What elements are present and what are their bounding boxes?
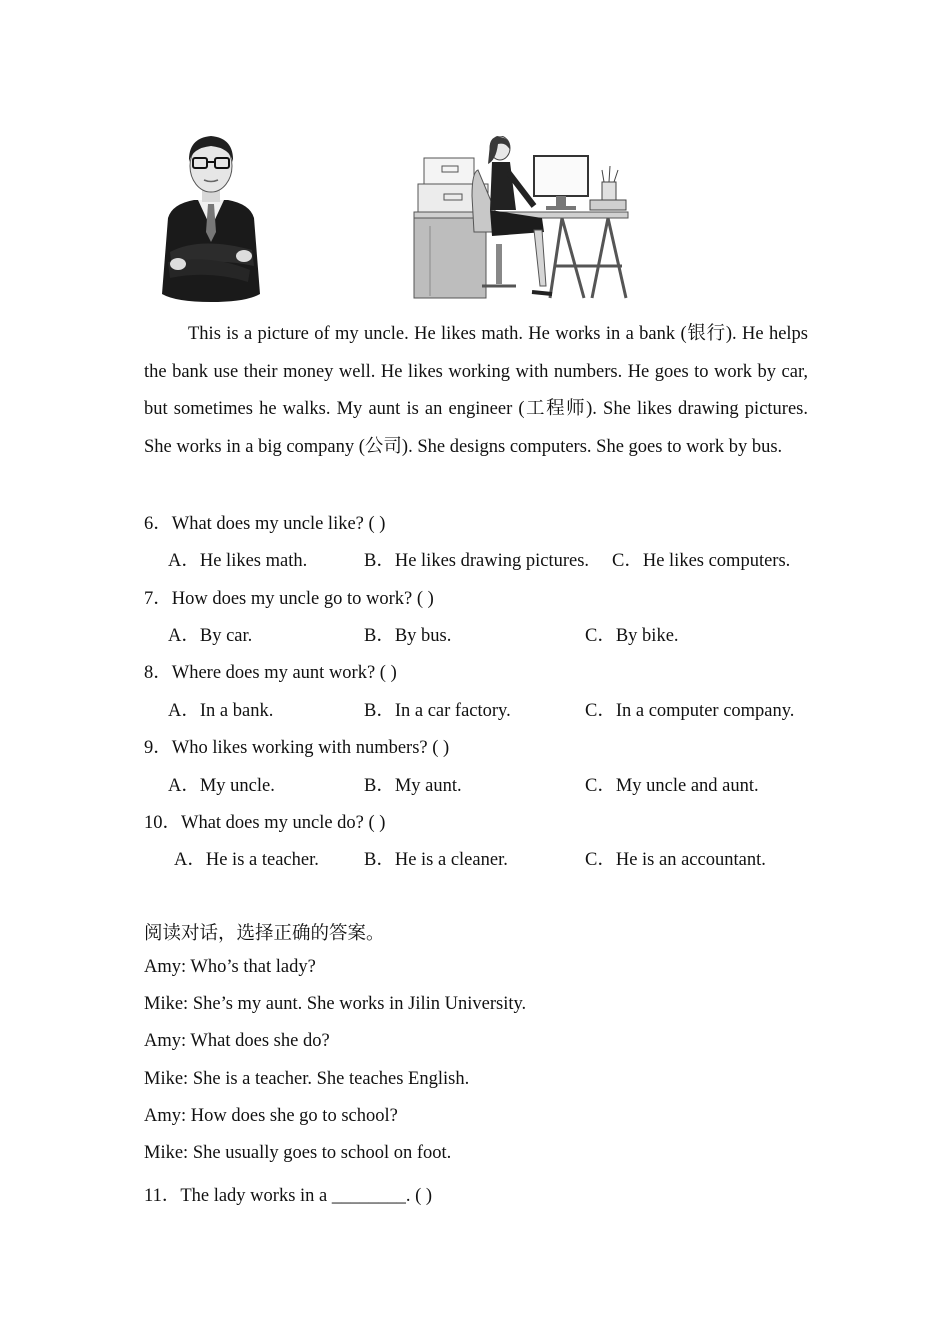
q10-option-b: B．He is a cleaner. bbox=[364, 850, 508, 870]
reading-passage bbox=[144, 316, 808, 466]
q9-option-c: C．My uncle and aunt. bbox=[585, 776, 759, 796]
question-6: 6．What does my uncle like? ( ) bbox=[144, 514, 386, 534]
dialogue-line-4: Mike: She is a teacher. She teaches English. bbox=[144, 1069, 470, 1089]
q7-option-c: C．By bike. bbox=[585, 626, 679, 646]
q6-option-c: C．He likes computers. bbox=[612, 551, 791, 571]
dialogue-line-6: Mike: She usually goes to school on foot. bbox=[144, 1143, 452, 1163]
section-2-instruction: 阅读对话，选择正确的答案。 bbox=[144, 924, 385, 944]
dialogue-line-3: Amy: What does she do? bbox=[144, 1031, 330, 1051]
question-7: 7．How does my uncle go to work? ( ) bbox=[144, 589, 434, 609]
q9-option-a: A．My uncle. bbox=[168, 776, 275, 796]
q8-option-c: C．In a computer company. bbox=[585, 701, 795, 721]
dialogue-line-5: Amy: How does she go to school? bbox=[144, 1106, 398, 1126]
woman-at-computer-desk-illustration bbox=[412, 136, 634, 300]
question-8: 8．Where does my aunt work? ( ) bbox=[144, 663, 397, 683]
q10-option-a: A．He is a teacher. bbox=[174, 850, 319, 870]
q8-option-a: A．In a bank. bbox=[168, 701, 274, 721]
question-10: 10．What does my uncle do? ( ) bbox=[144, 813, 386, 833]
passage-text: This is a picture of my uncle. He likes math. He works in a bank (银行). He helps the bank use their money well. He likes working with numbers. He goes to work by car, but sometimes he walks. My aunt is an engineer (工程师). She likes drawing pictures. She works in a big company (公司). She designs computers. She goes to work by bus. bbox=[144, 324, 808, 457]
dialogue-line-2: Mike: She’s my aunt. She works in Jilin University. bbox=[144, 994, 527, 1014]
q7-option-a: A．By car. bbox=[168, 626, 253, 646]
question-11: 11．The lady works in a ________. ( ) bbox=[144, 1186, 433, 1206]
q8-option-b: B．In a car factory. bbox=[364, 701, 511, 721]
q6-option-a: A．He likes math. bbox=[168, 551, 308, 571]
q10-option-c: C．He is an accountant. bbox=[585, 850, 766, 870]
q6-option-b: B．He likes drawing pictures. bbox=[364, 551, 590, 571]
man-in-suit-illustration bbox=[160, 132, 262, 304]
q7-option-b: B．By bus. bbox=[364, 626, 452, 646]
question-9: 9．Who likes working with numbers? ( ) bbox=[144, 738, 450, 758]
dialogue-line-1: Amy: Who’s that lady? bbox=[144, 957, 316, 977]
q9-option-b: B．My aunt. bbox=[364, 776, 462, 796]
